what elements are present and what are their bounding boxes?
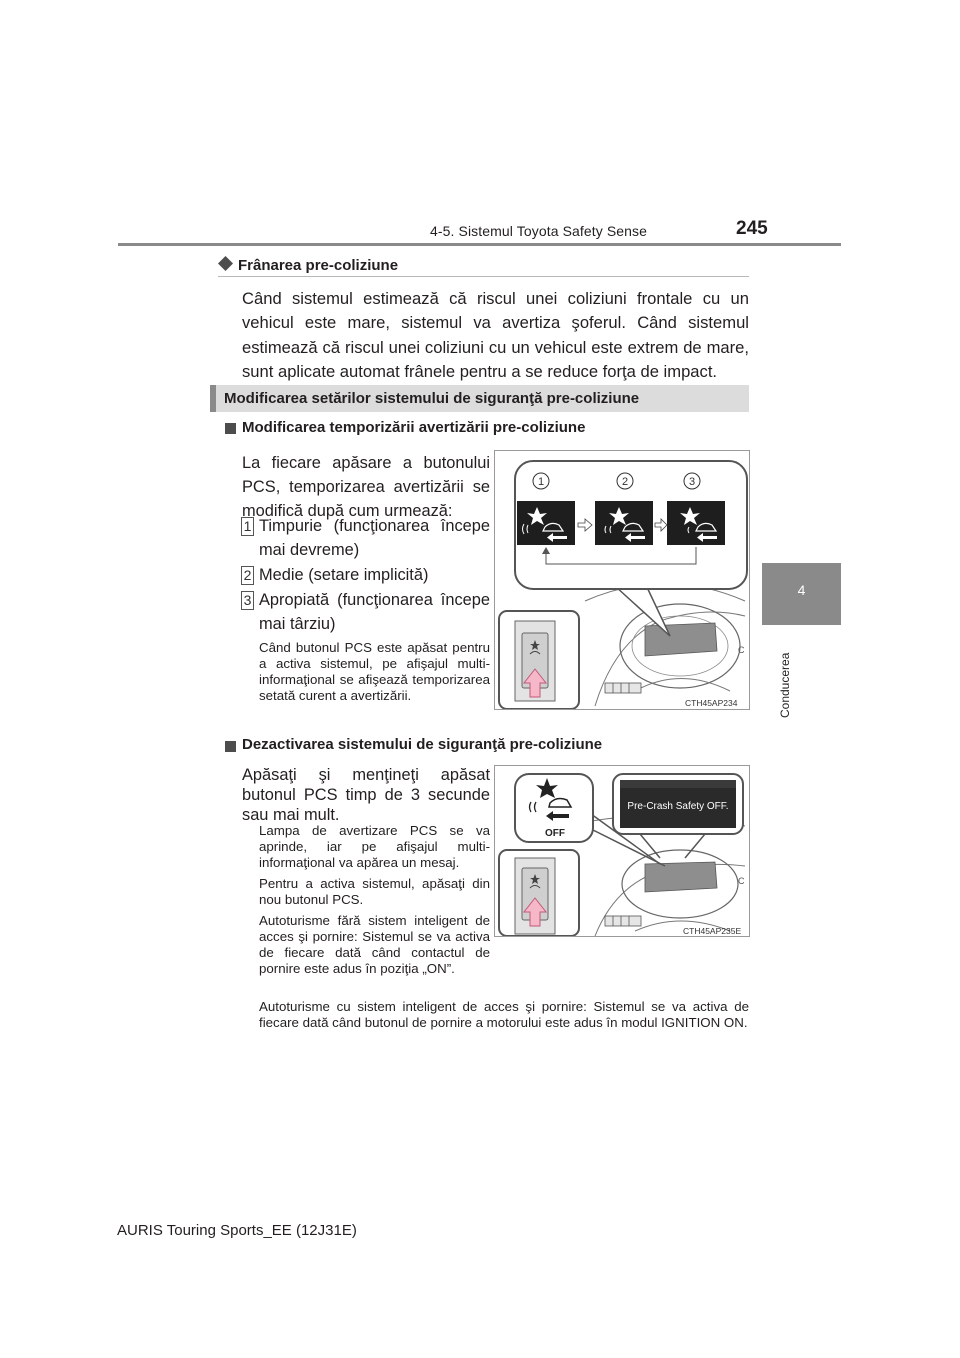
page-footer: AURIS Touring Sports_EE (12J31E) bbox=[117, 1222, 357, 1239]
screen-message: Pre-Crash Safety OFF. bbox=[627, 801, 729, 812]
pcs-indicator-early-icon bbox=[517, 501, 575, 545]
pcs-indicator-medium-icon bbox=[595, 501, 653, 545]
note-lampa: Lampa de avertizare PCS se va aprinde, iar pe afişajul multi-informaţional va apărea un mesaj. bbox=[259, 823, 490, 870]
item-number-3: 3 bbox=[241, 591, 254, 610]
figure-number-1: 1 bbox=[537, 476, 545, 488]
item-number-1: 1 bbox=[241, 517, 254, 536]
svg-text:C: C bbox=[738, 876, 745, 886]
item-number-2: 2 bbox=[241, 566, 254, 585]
header-rule bbox=[118, 243, 841, 246]
dashboard-illustration-1 bbox=[495, 451, 750, 710]
heading-underline bbox=[218, 276, 749, 277]
off-label: OFF bbox=[545, 828, 565, 839]
note-fara-sistem: Autoturisme fără sistem inteligent de acces şi pornire: Sistemul se va activa de fiecare dată când contactul de pornire este adus în poziţia „ON”. bbox=[259, 913, 490, 976]
svg-text:C: C bbox=[738, 645, 745, 655]
chapter-label: Conducerea bbox=[778, 652, 792, 718]
diamond-bullet-icon bbox=[218, 256, 233, 271]
subheading-temporizare: Modificarea temporizării avertizării pre-coliziune bbox=[242, 419, 586, 436]
figure-number-2: 2 bbox=[621, 476, 629, 488]
square-bullet-icon bbox=[225, 423, 236, 434]
note-temporizare: Când butonul PCS este apăsat pentru a activa sistemul, pe afişajul multi-informaţional se afişează temporizarea setată curent a avertizării. bbox=[259, 640, 490, 703]
section-banner-accent bbox=[210, 385, 216, 412]
intro-dezactivare: Apăsaţi şi menţineţi apăsat butonul PCS timp de 3 secunde sau mai mult. bbox=[242, 766, 490, 824]
section-banner-title: Modificarea setărilor sistemului de siguranţă pre-coliziune bbox=[224, 390, 640, 407]
note-cu-sistem: Autoturisme cu sistem inteligent de acces şi pornire: Sistemul se va activa de fiecare dată când butonul de pornire a motorului este adus în modul IGNITION ON. bbox=[259, 999, 749, 1030]
figure-dezactivare bbox=[494, 765, 750, 937]
running-header: 4-5. Sistemul Toyota Safety Sense bbox=[430, 223, 648, 239]
page-number: 245 bbox=[736, 218, 768, 239]
heading-franare: Frânarea pre-coliziune bbox=[238, 257, 399, 274]
item-timpurie: Timpurie (funcţionarea începe mai devreme) bbox=[259, 517, 490, 559]
chapter-label-box bbox=[778, 628, 796, 718]
subheading-dezactivare: Dezactivarea sistemului de siguranţă pre-coliziune bbox=[242, 736, 603, 753]
dashboard-illustration-2 bbox=[495, 766, 750, 937]
paragraph-franare: Când sistemul estimează că riscul unei coliziuni frontale cu un vehicul este mare, sistemul va avertiza şoferul. Când sistemul estimează că riscul unei coliziuni cu un vehicul este extrem de mare, sunt aplicate automat frânele pentru a se reduce forţa de impact. bbox=[242, 289, 749, 382]
pcs-indicator-late-icon bbox=[667, 501, 725, 545]
figure-code-1: CTH45AP234 bbox=[685, 698, 738, 708]
square-bullet-icon bbox=[225, 741, 236, 752]
figure-number-3: 3 bbox=[688, 476, 696, 488]
item-medie: Medie (setare implicită) bbox=[259, 566, 429, 584]
figure-temporizare bbox=[494, 450, 750, 710]
note-activare: Pentru a activa sistemul, apăsaţi din nou butonul PCS. bbox=[259, 876, 490, 907]
intro-temporizare: La fiecare apăsare a butonului PCS, temporizarea avertizării se modifică după cum urmează: bbox=[242, 454, 490, 520]
figure-code-2: CTH45AP235E bbox=[683, 926, 742, 936]
item-apropiata: Apropiată (funcţionarea începe mai târziu) bbox=[259, 591, 490, 633]
chapter-number: 4 bbox=[797, 582, 806, 598]
